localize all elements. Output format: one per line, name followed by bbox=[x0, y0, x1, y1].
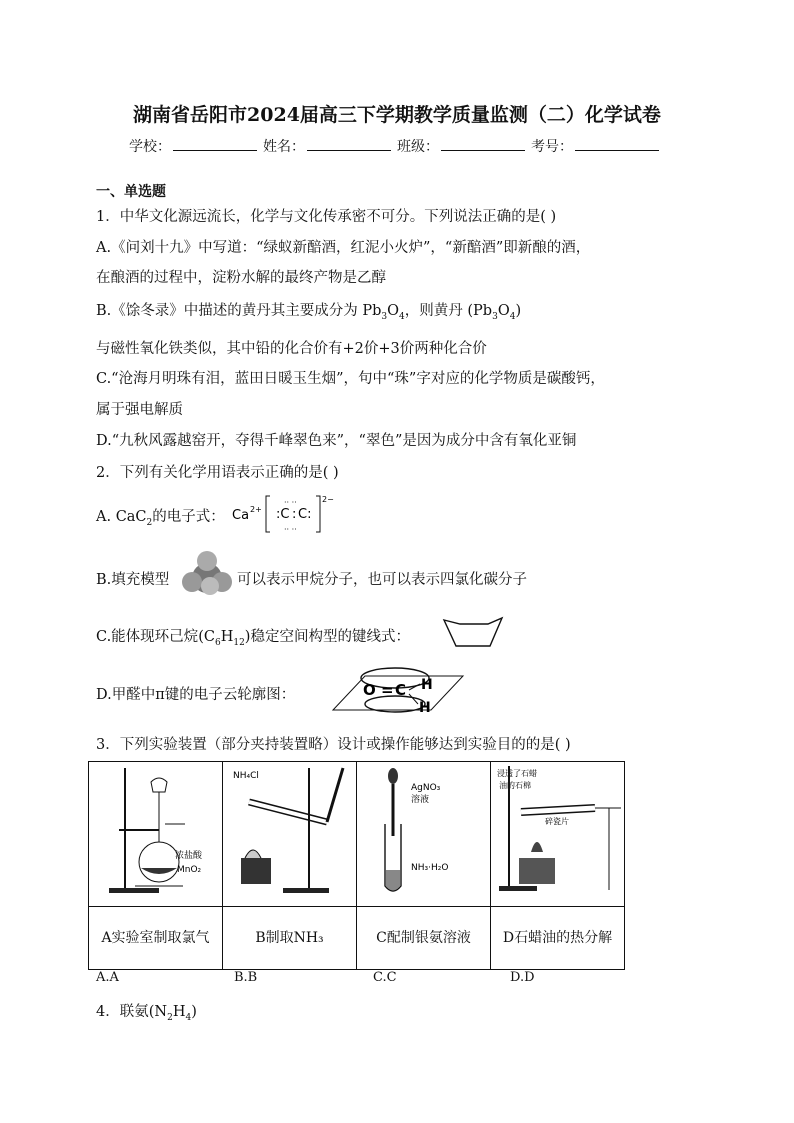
q3-option-b[interactable]: B.B bbox=[234, 970, 258, 985]
q2-option-d: D.甲醛中π键的电子云轮廓图： bbox=[96, 687, 296, 703]
q2-stem: 2．下列有关化学用语表示正确的是( ) bbox=[96, 465, 339, 481]
section-heading: 一、单选题 bbox=[96, 184, 166, 200]
label-paraffin-oil: 油的石棉 bbox=[499, 781, 531, 790]
q2-option-c-pre: C.能体现环己烷 bbox=[96, 629, 199, 645]
silver-ammonia-apparatus bbox=[357, 762, 490, 902]
paraffin-cracking-apparatus bbox=[491, 762, 624, 902]
caption-c: C配制银氨溶液 bbox=[357, 907, 491, 970]
label-conc-hcl: 浓盐酸 bbox=[175, 851, 203, 861]
pi-bond-cloud-figure bbox=[325, 660, 467, 718]
label-agno3: AgNO₃ bbox=[411, 783, 441, 793]
exam-no-blank[interactable] bbox=[575, 138, 659, 151]
exam-no-label: 考号： bbox=[531, 139, 573, 155]
svg-text:2+: 2+ bbox=[250, 505, 262, 514]
q2-option-b-post: 可以表示甲烷分子，也可以表示四氯化碳分子 bbox=[237, 572, 527, 588]
q4-stem-text: 4．联氨 bbox=[96, 1004, 149, 1020]
q1-option-c-line2: 属于强电解质 bbox=[96, 402, 183, 418]
svg-text:O: O bbox=[363, 681, 376, 699]
svg-text:·· ··: ·· ·· bbox=[284, 498, 297, 507]
q3-stem: 3．下列实验装置（部分夹持装置略）设计或操作能够达到实验目的的是( ) bbox=[96, 737, 571, 753]
electron-formula-figure bbox=[230, 492, 340, 536]
q1-option-d: D.“九秋风露越窑开，夺得千峰翠色来”，“翠色”是因为成分中含有氧化亚铜 bbox=[96, 433, 577, 449]
q2-option-a: A. CaC$_2$的电子式： bbox=[96, 509, 225, 528]
q1-stem: 1．中华文化源远流长，化学与文化传承密不可分。下列说法正确的是( ) bbox=[96, 209, 557, 225]
q1-option-c-line1: C.“沧海月明珠有泪，蓝田日暖玉生烟”，句中“珠”字对应的化学物质是碳酸钙， bbox=[96, 371, 605, 387]
q2-option-a-text: A. CaC bbox=[96, 509, 147, 525]
svg-text::: : bbox=[292, 507, 297, 522]
q1-option-a-line2: 在酿酒的过程中，淀粉水解的最终产物是乙醇 bbox=[96, 270, 386, 286]
apparatus-b-cell bbox=[223, 762, 357, 907]
class-blank[interactable] bbox=[441, 138, 525, 151]
school-label: 学校： bbox=[129, 139, 171, 155]
caption-b: B制取NH₃ bbox=[223, 907, 357, 970]
q1-option-b-mid: ，则黄丹 bbox=[404, 303, 463, 319]
name-label: 姓名： bbox=[263, 139, 305, 155]
q1-option-b-line1: B.《馀冬录》中描述的黄丹其主要成分为 $Pb_3O_4$，则黄丹 $(Pb_3O_4)$ bbox=[96, 303, 522, 322]
svg-text:=: = bbox=[381, 681, 394, 699]
q3-option-a[interactable]: A.A bbox=[96, 970, 119, 985]
caption-d: D石蜡油的热分解 bbox=[491, 907, 625, 970]
space-filling-model-figure bbox=[180, 548, 234, 600]
school-blank[interactable] bbox=[173, 138, 257, 151]
q1-option-b-text: B.《馀冬录》中描述的黄丹其主要成分为 bbox=[96, 303, 358, 319]
page-title: 湖南省岳阳市2024届高三下学期教学质量监测（二）化学试卷 bbox=[133, 104, 661, 126]
class-label: 班级： bbox=[397, 139, 439, 155]
apparatus-d-cell bbox=[491, 762, 625, 907]
q3-apparatus-table bbox=[88, 761, 625, 970]
svg-text:Ca: Ca bbox=[232, 508, 250, 523]
q2-option-b-pre: B.填充模型 bbox=[96, 572, 170, 588]
svg-text:H: H bbox=[419, 700, 431, 716]
label-nh4cl: NH₄Cl bbox=[233, 771, 259, 781]
ammonia-preparation-apparatus bbox=[223, 762, 356, 902]
q3-option-c[interactable]: C.C bbox=[373, 970, 397, 985]
q3-option-d[interactable]: D.D bbox=[510, 970, 535, 985]
apparatus-a-cell bbox=[89, 762, 223, 907]
svg-text:·· ··: ·· ·· bbox=[284, 525, 297, 534]
q2-option-a-tail: 的电子式： bbox=[152, 509, 225, 525]
q1-option-a-line1: A.《问刘十九》中写道：“绿蚁新醅酒，红泥小火炉”，“新醅酒”即新酿的酒， bbox=[96, 240, 591, 256]
label-porcelain-chips: 碎瓷片 bbox=[545, 817, 569, 826]
cyclohexane-chair-figure bbox=[440, 612, 506, 654]
q1-option-b-line2: 与磁性氧化铁类似，其中铅的化合价有+2价+3价两种化合价 bbox=[96, 341, 487, 357]
label-mno2: MnO₂ bbox=[177, 865, 202, 875]
student-info-line bbox=[0, 136, 794, 156]
apparatus-c-cell bbox=[357, 762, 491, 907]
q2-option-c-post: 稳定空间构型的键线式： bbox=[250, 629, 410, 645]
svg-text:C:: C: bbox=[298, 507, 312, 522]
label-solution: 溶液 bbox=[411, 795, 430, 805]
svg-text:H: H bbox=[421, 677, 433, 693]
svg-text:C: C bbox=[395, 681, 407, 699]
caption-a bbox=[89, 907, 223, 970]
q4-stem: 4．联氨$(N_2H_4)$ bbox=[96, 1004, 197, 1023]
label-soaked-asbestos: 浸透了石蜡 bbox=[497, 769, 537, 778]
label-ammonia-water: NH₃·H₂O bbox=[411, 863, 449, 873]
svg-text:2−: 2− bbox=[322, 495, 334, 504]
chlorine-preparation-apparatus bbox=[89, 762, 222, 902]
caption-a-text: A实验室制取氯气 bbox=[101, 930, 210, 946]
q2-option-c: C.能体现环己烷$(C_6H_{12})$稳定空间构型的键线式： bbox=[96, 629, 410, 648]
svg-text::C: :C bbox=[276, 507, 290, 522]
name-blank[interactable] bbox=[307, 138, 391, 151]
